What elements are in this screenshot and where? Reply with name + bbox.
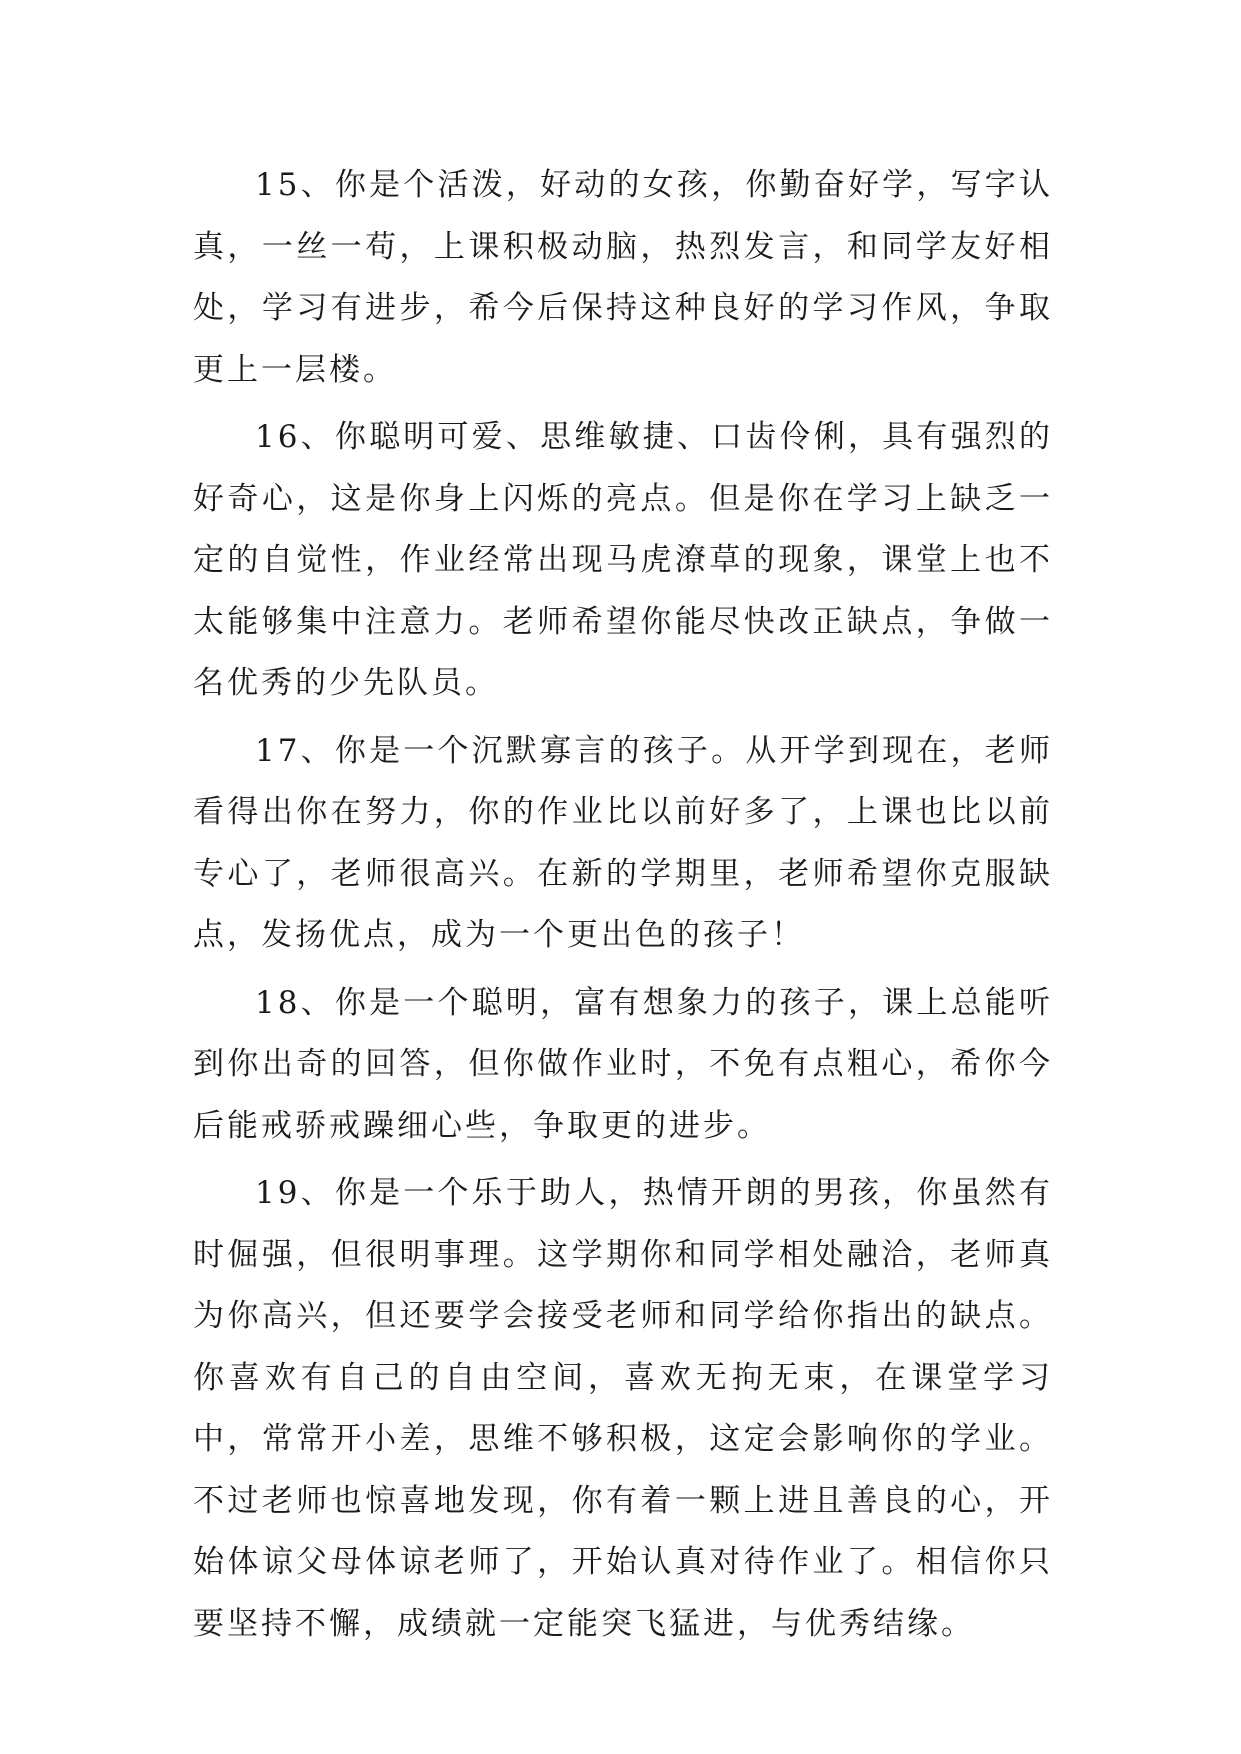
comment-paragraph-18: 18、你是一个聪明，富有想象力的孩子，课上总能听到你出奇的回答，但你做作业时，不免有点粗心，希你今后能戒骄戒躁细心些，争取更的进步。	[193, 984, 1053, 1144]
comment-paragraph-16: 16、你聪明可爱、思维敏捷、口齿伶俐，具有强烈的好奇心，这是你身上闪烁的亮点。但是你在学习上缺乏一定的自觉性，作业经常出现马虎潦草的现象，课堂上也不太能够集中注意力。老师希望你能尽快改正缺点，争做一名优秀的少先队员。	[193, 419, 1053, 701]
comment-paragraph-19: 19、你是一个乐于助人，热情开朗的男孩，你虽然有时倔强，但很明事理。这学期你和同学相处融洽，老师真为你高兴，但还要学会接受老师和同学给你指出的缺点。你喜欢有自己的自由空间，喜欢无拘无束，在课堂学习中，常常开小差，思维不够积极，这定会影响你的学业。不过老师也惊喜地发现，你有着一颗上进且善良的心，开始体谅父母体谅老师了，开始认真对待作业了。相信你只要坚持不懈，成绩就一定能突飞猛进，与优秀结缘。	[193, 1175, 1053, 1642]
document-body	[193, 155, 1053, 1661]
comment-paragraph-17: 17、你是一个沉默寡言的孩子。从开学到现在，老师看得出你在努力，你的作业比以前好多了，上课也比以前专心了，老师很高兴。在新的学期里，老师希望你克服缺点，发扬优点，成为一个更出色的孩子！	[193, 732, 1053, 953]
comment-paragraph-15: 15、你是个活泼，好动的女孩，你勤奋好学，写字认真，一丝一苟，上课积极动脑，热烈发言，和同学友好相处，学习有进步，希今后保持这种良好的学习作风，争取更上一层楼。	[193, 167, 1053, 388]
